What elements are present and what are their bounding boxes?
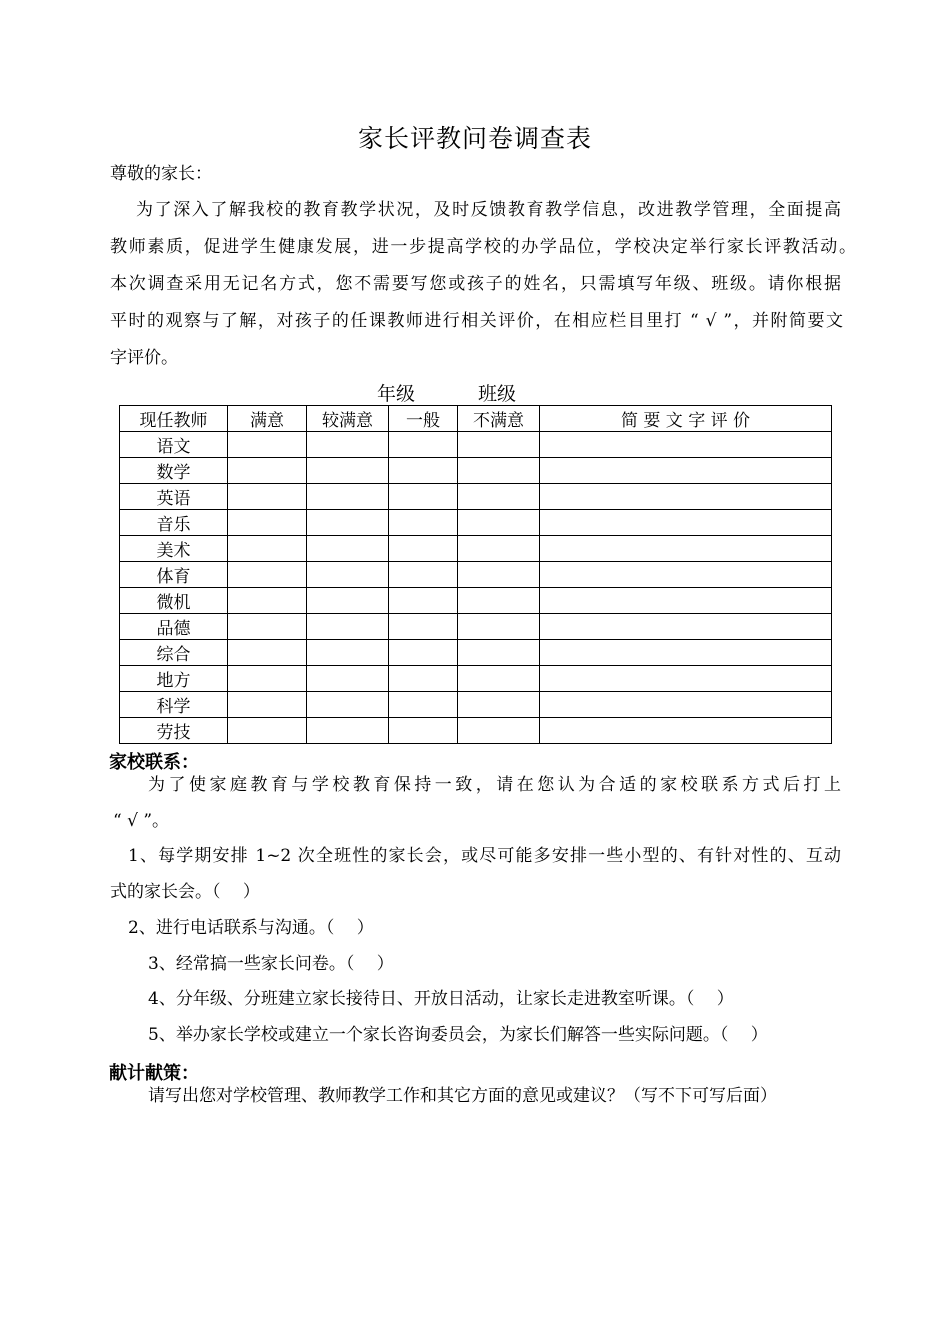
intro-line-3: 本次调查采用无记名方式，您不需要写您或孩子的姓名，只需填写年级、班级。请你根据	[110, 274, 841, 294]
subject-cell: 音乐	[120, 510, 228, 536]
comment-cell[interactable]	[540, 640, 832, 666]
unsatisfied-cell[interactable]	[458, 484, 540, 510]
contact-item-3: 3、经常搞一些家长问卷。（ ）	[148, 954, 394, 974]
subject-cell: 地方	[120, 666, 228, 692]
average-cell[interactable]	[389, 510, 458, 536]
subject-cell: 品德	[120, 614, 228, 640]
fairly-satisfied-cell[interactable]	[307, 614, 389, 640]
fairly-satisfied-cell[interactable]	[307, 484, 389, 510]
average-cell[interactable]	[389, 666, 458, 692]
fairly-satisfied-cell[interactable]	[307, 666, 389, 692]
contact-intro-line-1: 为了使家庭教育与学校教育保持一致，请在您认为合适的家校联系方式后打上	[148, 775, 841, 795]
page-title: 家长评教问卷调查表	[357, 124, 592, 153]
average-cell[interactable]	[389, 692, 458, 718]
satisfied-cell[interactable]	[228, 562, 307, 588]
comment-cell[interactable]	[540, 718, 832, 744]
comment-cell[interactable]	[540, 484, 832, 510]
satisfied-cell[interactable]	[228, 718, 307, 744]
average-cell[interactable]	[389, 536, 458, 562]
fairly-satisfied-cell[interactable]	[307, 588, 389, 614]
table-row	[120, 432, 832, 458]
unsatisfied-cell[interactable]	[458, 666, 540, 692]
comment-cell[interactable]	[540, 692, 832, 718]
unsatisfied-cell[interactable]	[458, 614, 540, 640]
comment-cell[interactable]	[540, 562, 832, 588]
contact-item-5: 5、举办家长学校或建立一个家长咨询委员会，为家长们解答一些实际问题。（ ）	[148, 1025, 768, 1045]
fairly-satisfied-cell[interactable]	[307, 640, 389, 666]
subject-cell: 英语	[120, 484, 228, 510]
satisfied-cell[interactable]	[228, 484, 307, 510]
intro-line-5: 字评价。	[110, 348, 178, 368]
comment-cell[interactable]	[540, 536, 832, 562]
unsatisfied-cell[interactable]	[458, 640, 540, 666]
unsatisfied-cell[interactable]	[458, 562, 540, 588]
fairly-satisfied-cell[interactable]	[307, 536, 389, 562]
satisfied-cell[interactable]	[228, 614, 307, 640]
average-cell[interactable]	[389, 432, 458, 458]
comment-cell[interactable]	[540, 458, 832, 484]
intro-line-1: 为了深入了解我校的教育教学状况，及时反馈教育教学信息，改进教学管理，全面提高	[136, 200, 841, 220]
table-row	[120, 458, 832, 484]
satisfied-cell[interactable]	[228, 692, 307, 718]
subject-cell: 美术	[120, 536, 228, 562]
intro-line-4: 平时的观察与了解，对孩子的任课教师进行相关评价，在相应栏目里打 “ √ ”，并附简要文	[110, 311, 843, 331]
table-row	[120, 692, 832, 718]
unsatisfied-cell[interactable]	[458, 718, 540, 744]
suggestion-heading: 献计献策：	[109, 1063, 199, 1084]
subject-cell: 科学	[120, 692, 228, 718]
table-row	[120, 484, 832, 510]
table-row	[120, 614, 832, 640]
satisfied-cell[interactable]	[228, 640, 307, 666]
fairly-satisfied-cell[interactable]	[307, 458, 389, 484]
satisfied-cell[interactable]	[228, 458, 307, 484]
average-cell[interactable]	[389, 562, 458, 588]
average-cell[interactable]	[389, 484, 458, 510]
fairly-satisfied-cell[interactable]	[307, 692, 389, 718]
contact-heading: 家校联系：	[109, 752, 199, 773]
table-header-row	[120, 406, 832, 432]
unsatisfied-cell[interactable]	[458, 536, 540, 562]
satisfied-cell[interactable]	[228, 666, 307, 692]
satisfied-cell[interactable]	[228, 536, 307, 562]
comment-cell[interactable]	[540, 666, 832, 692]
average-cell[interactable]	[389, 718, 458, 744]
unsatisfied-cell[interactable]	[458, 458, 540, 484]
table-row	[120, 640, 832, 666]
fairly-satisfied-cell[interactable]	[307, 718, 389, 744]
subject-cell: 数学	[120, 458, 228, 484]
contact-item-1-line-1: 1、每学期安排 1~2 次全班性的家长会，或尽可能多安排一些小型的、有针对性的、互动	[128, 846, 841, 866]
contact-item-2: 2、进行电话联系与沟通。（ ）	[128, 918, 374, 938]
subject-cell: 语文	[120, 432, 228, 458]
average-cell[interactable]	[389, 458, 458, 484]
intro-line-2: 教师素质，促进学生健康发展，进一步提高学校的办学品位，学校决定举行家长评教活动。	[110, 237, 856, 257]
subject-cell: 微机	[120, 588, 228, 614]
average-cell[interactable]	[389, 640, 458, 666]
unsatisfied-cell[interactable]	[458, 432, 540, 458]
subject-cell: 劳技	[120, 718, 228, 744]
unsatisfied-cell[interactable]	[458, 692, 540, 718]
unsatisfied-cell[interactable]	[458, 510, 540, 536]
evaluation-table	[119, 405, 832, 744]
satisfied-cell[interactable]	[228, 510, 307, 536]
class-label: 班级	[478, 383, 517, 405]
satisfied-cell[interactable]	[228, 588, 307, 614]
table-row	[120, 510, 832, 536]
greeting: 尊敬的家长：	[110, 164, 212, 184]
table-row	[120, 536, 832, 562]
contact-item-1-line-2: 式的家长会。（ ）	[110, 882, 260, 902]
satisfied-cell[interactable]	[228, 432, 307, 458]
fairly-satisfied-cell[interactable]	[307, 510, 389, 536]
table-row	[120, 718, 832, 744]
fairly-satisfied-cell[interactable]	[307, 562, 389, 588]
contact-item-4: 4、分年级、分班建立家长接待日、开放日活动，让家长走进教室听课。（ ）	[148, 989, 734, 1009]
header-unsatisfied: 不满意	[458, 406, 540, 432]
table-row	[120, 562, 832, 588]
header-average: 一般	[389, 406, 458, 432]
comment-cell[interactable]	[540, 432, 832, 458]
subject-cell: 体育	[120, 562, 228, 588]
comment-cell[interactable]	[540, 588, 832, 614]
subject-cell: 综合	[120, 640, 228, 666]
table-row	[120, 666, 832, 692]
comment-cell[interactable]	[540, 614, 832, 640]
contact-intro-line-2: “ √ ”。	[113, 811, 170, 831]
header-satisfied: 满意	[228, 406, 307, 432]
unsatisfied-cell[interactable]	[458, 588, 540, 614]
grade-label: 年级	[377, 383, 416, 405]
fairly-satisfied-cell[interactable]	[307, 432, 389, 458]
average-cell[interactable]	[389, 614, 458, 640]
comment-cell[interactable]	[540, 510, 832, 536]
table-row	[120, 588, 832, 614]
suggestion-text: 请写出您对学校管理、教师教学工作和其它方面的意见或建议？（写不下可写后面）	[148, 1086, 777, 1106]
average-cell[interactable]	[389, 588, 458, 614]
header-teacher: 现任教师	[120, 406, 228, 432]
header-comment: 简 要 文 字 评 价	[540, 406, 832, 432]
header-fairly-satisfied: 较满意	[307, 406, 389, 432]
